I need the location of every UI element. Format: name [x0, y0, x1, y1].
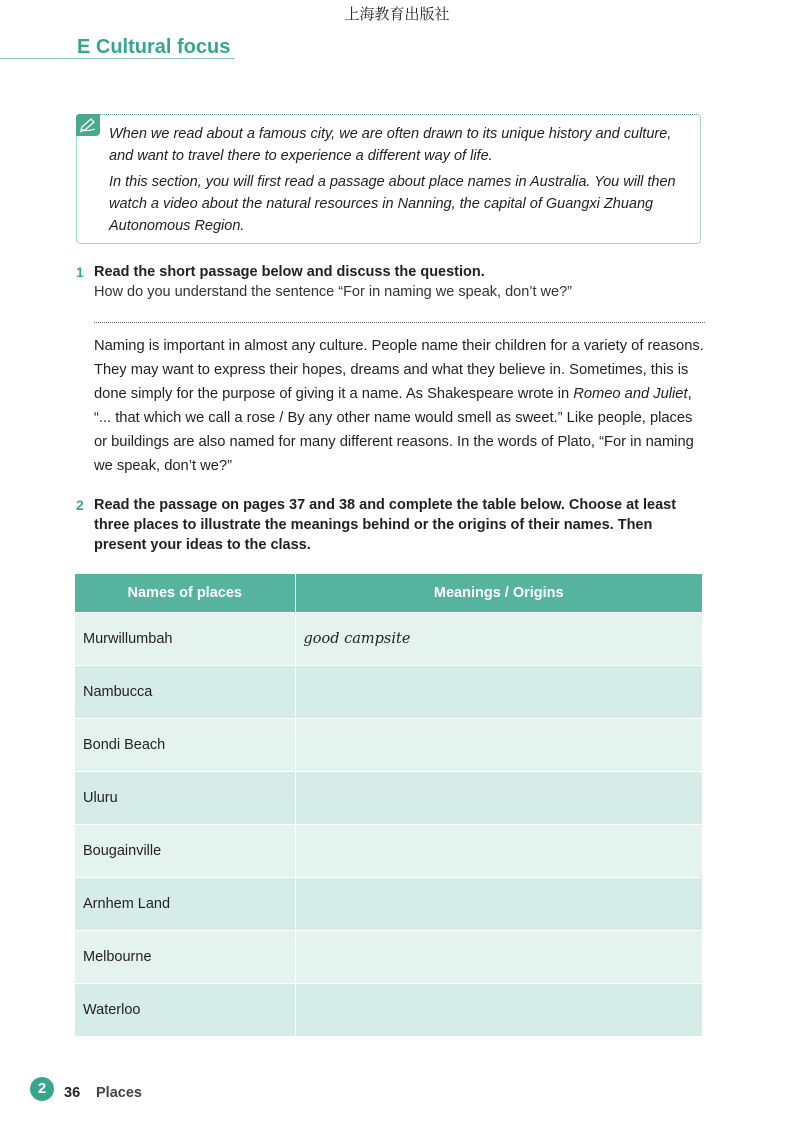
- meaning-cell[interactable]: [295, 878, 702, 931]
- intro-paragraph-2: In this section, you will first read a passage about place names in Australia. You will then watch a video about the natural resources in Nanning, the capital of Guangxi Zhuang Autonomous Region.: [109, 174, 676, 234]
- meaning-cell[interactable]: [295, 931, 702, 984]
- question-1-subtext: How do you understand the sentence “For in naming we speak, don’t we?”: [94, 284, 572, 300]
- passage-work-title: Romeo and Juliet: [573, 386, 688, 402]
- intro-paragraph-1: When we read about a famous city, we are often drawn to its unique history and culture, and want to travel there to experience a different way of life.: [109, 126, 672, 164]
- table-row: [75, 825, 702, 878]
- intro-box: [76, 114, 701, 244]
- place-name-cell: Arnhem Land: [75, 878, 295, 931]
- passage-part-1: Naming is important in almost any culture. People name their children for a variety of reasons. They may want to express their hopes, dreams and what they believe in. Sometimes, this is done simply for the purpose of giving it a name. As Shakespeare wrote in: [94, 338, 704, 402]
- question-2-heading: Read the passage on pages 37 and 38 and complete the table below. Choose at least three places to illustrate the meanings behind or the origins of their names. Then present your ideas to the class.: [94, 497, 677, 553]
- unit-number-badge: 2: [30, 1077, 54, 1101]
- place-name-cell: Nambucca: [75, 666, 295, 719]
- passage-part-2: , “... that which we call a rose / By any other name would smell as sweet.” Like people, places or buildings are also named for many different reasons. In the words of Plato, “For in naming we speak, don’t we?”: [94, 386, 694, 474]
- question-2-number: 2: [76, 497, 84, 513]
- meaning-cell[interactable]: [295, 825, 702, 878]
- table-row: [75, 719, 702, 772]
- table-row: [75, 613, 702, 666]
- pen-icon: [76, 114, 100, 136]
- reading-passage: [94, 334, 706, 478]
- meaning-cell[interactable]: [295, 719, 702, 772]
- meaning-cell[interactable]: [295, 772, 702, 825]
- page-number: 36: [64, 1085, 81, 1101]
- meaning-cell[interactable]: [295, 666, 702, 719]
- header-names-of-places: Names of places: [75, 574, 295, 613]
- table-row: [75, 878, 702, 931]
- place-name-cell: Murwillumbah: [75, 613, 295, 666]
- intro-text: [109, 123, 689, 241]
- place-name-cell: Melbourne: [75, 931, 295, 984]
- table-row: [75, 772, 702, 825]
- table-row: [75, 984, 702, 1037]
- place-name-cell: Uluru: [75, 772, 295, 825]
- table-row: [75, 931, 702, 984]
- dotted-divider: [94, 322, 705, 323]
- title-underline: [0, 58, 235, 59]
- table-row: [75, 666, 702, 719]
- publisher-header: 上海教育出版社: [344, 5, 450, 23]
- question-1-number: 1: [76, 264, 84, 280]
- place-name-cell: Bougainville: [75, 825, 295, 878]
- section-title: E Cultural focus: [77, 36, 231, 58]
- place-name-cell: Bondi Beach: [75, 719, 295, 772]
- header-meanings-origins: Meanings / Origins: [295, 574, 702, 613]
- question-1-heading: Read the short passage below and discuss the question.: [94, 264, 485, 280]
- places-table: [75, 574, 702, 1036]
- table-header-row: [75, 574, 702, 613]
- meaning-cell[interactable]: good campsite: [295, 613, 702, 666]
- unit-title: Places: [96, 1085, 142, 1101]
- place-name-cell: Waterloo: [75, 984, 295, 1037]
- meaning-cell[interactable]: [295, 984, 702, 1037]
